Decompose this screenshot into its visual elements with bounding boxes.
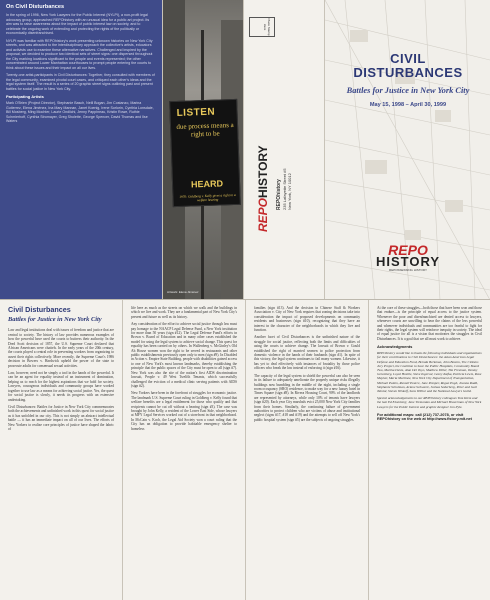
sign-words: due process means a right to be — [176, 120, 234, 138]
sign-word-heard: HEARD — [190, 178, 224, 190]
photo-panel — [163, 0, 243, 300]
fold-line — [243, 0, 244, 300]
inner-paragraph: The capacity of the legal system to shield the powerful can also be seen in its failure to adequately ameliorate the properly unique risks illegally buildings now bumbling in the middle of the night, including a single room occupancy (SRO) residence, to make way for a new luxury hotel in Times Square (sign #8). In Rivera Housing Court, 90% of the landlords are represented by attorneys, while only 10% of tenants have lawyers (sign #20). Each year City marshals evict 25,000 New York City families from their homes. Similarly, the continuing failure of government authorities to protect children who are victims of abuse and institutional neglect (signs #17, #18 and #19) and the attempts to sell off New York's public hospital system (sign #5) are the subjects of ongoing struggles. — [254, 373, 360, 422]
acknowledgments-heading: Acknowledgments — [377, 344, 413, 350]
cover-panel — [325, 0, 490, 300]
cover-title: CIVIL DISTURBANCES — [353, 51, 463, 80]
inner-paragraph: Law, however, need not be simply a tool in the hands of the powerful. It can be an agent for equality instead of an instrument of domination, helping us to reach for the highest aspirations that we hold for society. Lawyers, courageous individuals and community groups have worked together to use law as a means for achieving social justice. Yes, the quest for social justice is slowly, it needs its progress with an extensive undertaking. — [8, 371, 114, 402]
inner-panel-3 — [246, 300, 368, 600]
cover-logo-tagline: REPOSSESSING HISTORY — [389, 268, 427, 272]
inner-side — [0, 300, 490, 600]
inner-paragraph: Law and legal institutions deal with issues of freedom and justice that are central to society. The history of law provides numerous examples of how the powerful have used the courts to buttress their authority. In the Dred Scott decision of 1857, the U.S. Supreme Court declared that African Americans were chattels. In the early years of the 20th century, the courts played a central role in preventing workers from organizing to assert their rights collectively. More recently, the Supreme Court's 1986 decision in Bowers v. Hardwick upheld the power of the state to prosecute adults for consensual sexual activities. — [8, 328, 114, 368]
intro-panel — [0, 0, 162, 300]
return-city: New York, NY 10012 — [287, 173, 292, 210]
fold-line — [162, 0, 163, 300]
inner-paragraph: At the core of these struggles—both those that have been won and those that endure—is the principle of equal access to the justice system. Whenever the poor and disenfranchised are denied access to lawyers, whenever courts are unwilling to hear the claims of the less powerful and whenever individuals and communities are too fearful to fight for their rights, the legal system will reinforce inequity in society. The ideal of equal justice for all is a vision that motivates the struggles in Civil Disturbances. It is a goal that we all must work to achieve. — [377, 306, 482, 341]
contact-info: For additional maps: call (212) 737-2078, or visit REPOhistory on the web at http://www.fistory.mit.net — [377, 412, 472, 422]
cover-subtitle: Battles for Justice in New York City — [346, 86, 470, 95]
inner-title: Civil Disturbances — [8, 305, 71, 314]
intro-heading: On Civil Disturbances — [6, 4, 65, 10]
photo-caption: Artwork: Elena Jiménez — [167, 290, 199, 294]
return-address — [276, 168, 292, 210]
cover-logo-repo: REPO — [388, 242, 428, 258]
stamp-box: Place Stamp Here — [249, 17, 275, 37]
inner-paragraph: Another facet of Civil Disturbances is the unfinished nature of the struggle for social justice, reflecting both the limits and difficulties of using the courts to achieve change. The lawsuit of Brown v. Gould established the right of married women to police protection from domestic violence in the hands of their husbands (sign #1). In spite of this victory, the legal system continues to fail many women. Likewise, it has yet to deal effectively with instances of brutality by those police officers who break the law instead of enforcing it (sign #16). — [254, 335, 360, 371]
inner-panel-2 — [123, 300, 245, 600]
fold-line — [245, 300, 246, 600]
intro-paragraph-1: In the spring of 1996, New York Lawyers for the Public Interest (NYLPI), a non-profit legal advocacy group, approached REPOhistory with an unusual idea for a public art project. Its aim was to raise awareness about the impact of public interest law on society, and to celebrate the ongoing work of extending and protecting the rights of the politically or economically disenfranchised. — [6, 13, 150, 35]
cover-logo-history: HISTORY — [375, 254, 441, 269]
participants-heading: Participating Artists — [6, 94, 44, 99]
mailer-logo-history: HISTORY — [256, 145, 270, 198]
inner-panel-1 — [0, 300, 122, 600]
mailer-logo — [254, 145, 272, 232]
return-org: REPOhistory — [276, 179, 282, 210]
street-sign-artwork — [169, 99, 241, 207]
fold-line — [368, 300, 369, 600]
intro-paragraph-2: NYLPI was familiar with REPOhistory's work presenting unknown histories on New York City streets, and was attracted to the interdisciplinary approach the collective's artists, educators and activists use to examine these alternative narratives. Challenged and inspired by the proposal, we decided to produce two identical sets of street signs: one dispersed throughout the City marking locations significant to the people and events represented; the other concentrated around Lower Manhattan courthouses to prompt people entering the courts to think about these issues and their impact on all our lives. — [6, 38, 153, 70]
inner-paragraph: families (sign #13). And the decision in Chinese Staff & Workers Association v. City of New York requires that zoning decisions take into consideration the impact of proposed developments on community residents and businesses (sign #10), recognizing that they have an interest in the character of the neighborhoods in which they live and function. — [254, 306, 360, 333]
intro-paragraph-3: Twenty-one artist-participants in Civil Disturbances: Together, they consulted with members of the legal community, examined pivotal court cases, and critiqued each other's ideas and the legal system itself. The result is a series of 20 graphic street signs outlining past and present battles for social justice in New York City. — [6, 73, 155, 91]
fold-line — [122, 300, 123, 600]
special-acknowledgments: Special acknowledgements to our REPOhistory colleagues Tom Klem and the late Ed Eisenberg; Jane Tremontan and Michael Braverman of New York Lawyers for the Public Interest and graphic designer Jon Pyle. — [377, 396, 482, 409]
participants-list: Mark O'Brien (Project Director), Stephanie Basch, Neill Bogan, Jim Costanzo, Marina Gutierrez, Elena Jiménez, Ina Mary Mannan, Janet Koenig, Irene Sorlorin, Cynthia Lonsdale, Bill Mosberg, Ming Mochter, Laurie Ondlichi, Jenny Pappineau, Kristin Rowe, Ruthie Schmierhoff, Cynthia Stromayer, Greg Sholette, George Spencer, David Thomas and Ilse Waters — [6, 101, 154, 123]
inner-panel-4 — [369, 300, 490, 600]
cover-dates: May 15, 1998 – April 30, 1999 — [369, 102, 447, 108]
inner-paragraph: Any consideration of the effort to achieve social justice through law must pay homage to the NAACP Legal Defense Fund, a New York institution for more than 50 years (sign #12). The Legal Defense Fund's efforts in Brown v. Board of Education and in many other cases established the model for using the legal system to achieve social change. This quest for equality has been carried on by others. In Wallenberg v. McGinley's Old Ah House women won the right to be served in restaurants and other public establishments previously open only to men (sign #9). In Disabled in Action v. Empire State Building, people with disabilities gained access to one of New York's most known landmarks, thereby establishing the principle that the public spaces of the City must be open to all (sign #7). New York was also the site of the nation's first AIDS discrimination lawsuit, People v. 49 West Twelfth Tenants, which successfully challenged the eviction of a medical clinic serving patients with AIDS (sign #2). — [131, 322, 237, 388]
sign-word-listen: LISTEN — [176, 106, 216, 119]
cover-logo — [363, 244, 453, 272]
sign-note: 1970: Goldberg v. Kelly gives a right to a welfare hearing — [179, 192, 236, 203]
return-street: 235 Lafayette Street #5 — [282, 168, 287, 210]
cover-title-block — [343, 52, 473, 108]
fold-line — [324, 0, 325, 300]
acknowledgments-text: REPOhistory would like to thank the following individuals and organizations for their contributions to Civil Disturbances: the Asian American Legal Defense and Education Fund, Brenda Berkman, John Boston, The Citizens Jury Project, the Coalition to Save the Public Hospitals, Community Board Two, Martha Davis, Alan Del Toyo, Matthew Diller, Tim Freeman, Tammy Greenberg, Loyal Hostile, Steve Ingersol, Gorey Kafka, Patricia Lewis, Rose Mayher, Maria Martinez, New York City Department of Transportation, Michael Patten, Russell Pearce, Jane Pomper, Regan Pugh, Joanna Rudd, Stephanie Schulman, Ariane Schwartz, Joshua Soderberg, Peter and Gail Taintor, Steven Wiskoff, Sara Wilbur and the National Lawyers Guild. — [377, 351, 482, 394]
inner-subtitle: Battles for Justice in New York City — [8, 316, 102, 323]
inner-paragraph: life here as much as the streets on which we walk and the buildings in which we live and work. They are a fundamental part of New York City's present and future as well as its history. — [131, 306, 237, 319]
inner-paragraph: New Yorkers have been in the forefront of struggles for economic justice. The landmark U.S. Supreme Court ruling in Goldberg v. Kelly found that welfare benefits are a legal entitlement for those who qualify and that recipients cannot be cut off without a hearing (sign #3). The case was brought by John Kelly, a resident of the Lower East Side, whose lawyers at MFY Legal Services worked out of a storefront in that neighborhood. In McCain v. Koch, the Legal Aid Society won a court ruling that the City has an obligation to provide habitable emergency shelter to homeless — [131, 391, 237, 431]
mailer-logo-repo: REPO — [256, 197, 270, 232]
inner-paragraph: Civil Disturbances: Battles for Justice in New York City commemorates both the achievements and unfinished work in this quest for social justice as it has unfolded in our city. This is not simply an abstract intellectual battle — it has an immediate impact on all of our lives. The efforts of New Yorkers to realize core principles of justice have shaped the fabric of — [8, 404, 114, 431]
mailer-panel — [244, 0, 324, 300]
